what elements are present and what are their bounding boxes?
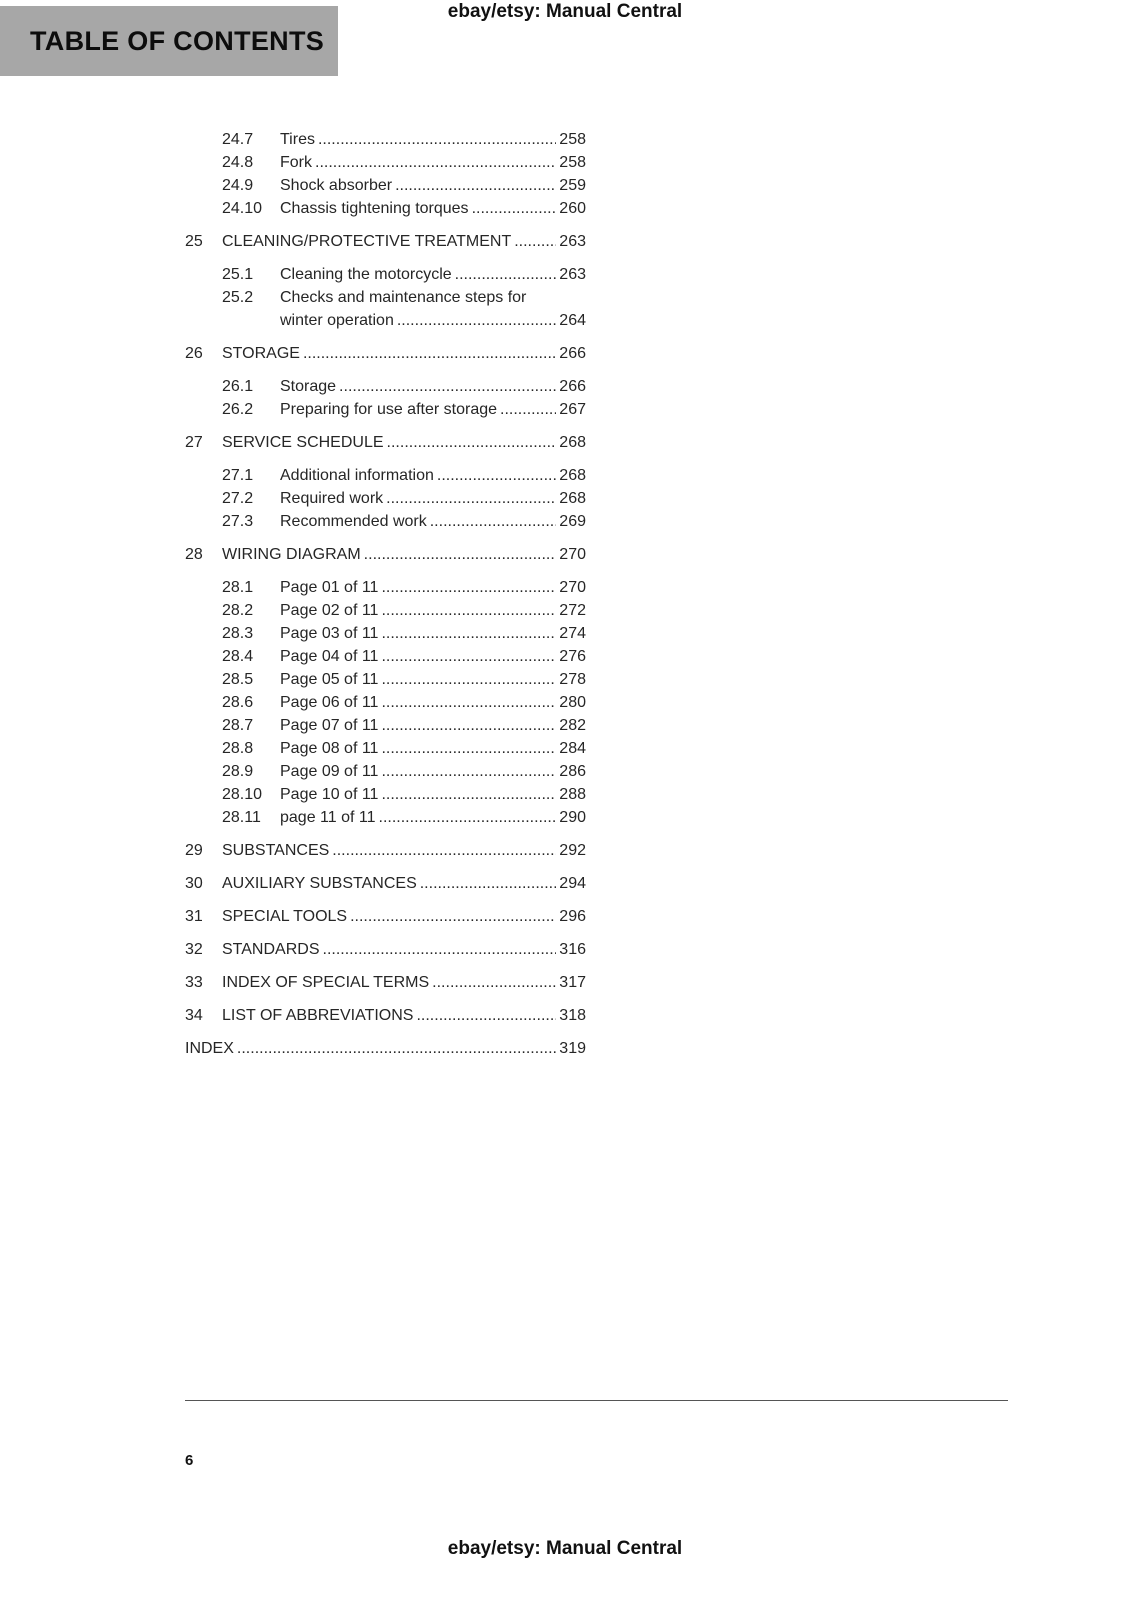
toc-entry-page: 316 bbox=[559, 941, 586, 958]
toc-section-row bbox=[185, 230, 586, 253]
toc-entry-number: 30 bbox=[185, 875, 203, 892]
toc-dot-leader bbox=[361, 543, 556, 566]
toc-subsection-row bbox=[185, 737, 586, 760]
toc-entry-number: 31 bbox=[185, 908, 203, 925]
toc-entry-page: 268 bbox=[559, 434, 586, 451]
toc-subsection-row bbox=[185, 487, 586, 510]
toc-entry-number: 25.2 bbox=[222, 289, 254, 306]
toc-entry-title: SERVICE SCHEDULE bbox=[222, 434, 384, 451]
toc-dot-leader bbox=[320, 938, 557, 961]
toc-subsection-row bbox=[185, 128, 586, 151]
toc-subsection-row bbox=[185, 622, 586, 645]
toc-entry-page: 278 bbox=[559, 671, 586, 688]
toc-entry-page: 258 bbox=[559, 154, 586, 171]
toc-subsection-row bbox=[185, 286, 586, 309]
toc-entry-number: 28.7 bbox=[222, 717, 254, 734]
toc-entry-page: 259 bbox=[559, 177, 586, 194]
toc-subsection-row bbox=[185, 599, 586, 622]
toc-dot-leader bbox=[378, 668, 556, 691]
toc-subsection-row bbox=[185, 691, 586, 714]
toc-subsection-row bbox=[185, 645, 586, 668]
toc-entry-page: 258 bbox=[559, 131, 586, 148]
toc-entry-title: SUBSTANCES bbox=[222, 842, 330, 859]
toc-dot-leader bbox=[378, 622, 556, 645]
toc-entry-title: INDEX OF SPECIAL TERMS bbox=[222, 974, 430, 991]
toc-entry-title: AUXILIARY SUBSTANCES bbox=[222, 875, 417, 892]
toc-entry-page: 269 bbox=[559, 513, 586, 530]
toc-entry-number: 28.1 bbox=[222, 579, 254, 596]
toc-entry-page: 268 bbox=[559, 467, 586, 484]
toc-entry-page: 267 bbox=[559, 401, 586, 418]
toc-entry-page: 288 bbox=[559, 786, 586, 803]
toc-dot-leader bbox=[336, 375, 556, 398]
toc-dot-leader bbox=[300, 342, 556, 365]
toc-entry-page: 282 bbox=[559, 717, 586, 734]
toc-entry-title: INDEX bbox=[185, 1040, 234, 1057]
toc-entry-page: 263 bbox=[559, 266, 586, 283]
toc-entry-number: 24.7 bbox=[222, 131, 254, 148]
toc-dot-leader bbox=[378, 783, 556, 806]
toc-entry-title: Shock absorber bbox=[280, 177, 393, 194]
toc-dot-leader bbox=[347, 905, 556, 928]
toc-entry-number: 28.10 bbox=[222, 786, 263, 803]
toc-dot-leader bbox=[384, 431, 556, 454]
toc-entry-number: 26.2 bbox=[222, 401, 254, 418]
toc-section-row bbox=[185, 342, 586, 365]
toc-entry-title: Page 05 of 11 bbox=[280, 671, 379, 688]
toc-entry-title: page 11 of 11 bbox=[280, 809, 376, 826]
toc-subsection-row bbox=[185, 714, 586, 737]
toc-entry-page: 280 bbox=[559, 694, 586, 711]
toc-entry-page: 284 bbox=[559, 740, 586, 757]
toc-entry-number: 27 bbox=[185, 434, 203, 451]
toc-entry-page: 263 bbox=[559, 233, 586, 250]
toc-entry-title: Preparing for use after storage bbox=[280, 401, 498, 418]
toc-entry-number: 24.10 bbox=[222, 200, 263, 217]
toc-dot-leader bbox=[378, 691, 556, 714]
toc-entry-number: 27.2 bbox=[222, 490, 254, 507]
toc-entry-number: 24.8 bbox=[222, 154, 254, 171]
toc-entry-number: 28.2 bbox=[222, 602, 254, 619]
toc-dot-leader bbox=[413, 1004, 556, 1027]
toc-entry-page: 318 bbox=[559, 1007, 586, 1024]
toc-subsection-row bbox=[185, 783, 586, 806]
toc-subsection-row bbox=[185, 510, 586, 533]
toc-dot-leader bbox=[376, 806, 557, 829]
toc-entry-number: 33 bbox=[185, 974, 203, 991]
toc-subsection-row bbox=[185, 668, 586, 691]
toc-entry-title: Page 02 of 11 bbox=[280, 602, 379, 619]
toc-entry-title: Required work bbox=[280, 490, 384, 507]
toc-subsection-row bbox=[185, 806, 586, 829]
toc-entry-number: 28.11 bbox=[222, 809, 261, 826]
toc-subsection-row bbox=[185, 576, 586, 599]
toc-entry-number: 26.1 bbox=[222, 378, 254, 395]
toc-section-row bbox=[185, 543, 586, 566]
toc-dot-leader bbox=[429, 971, 556, 994]
toc-entry-page: 268 bbox=[559, 490, 586, 507]
toc-entry-number: 26 bbox=[185, 345, 203, 362]
toc-entry-number: 27.3 bbox=[222, 513, 254, 530]
toc-entry-number: 28 bbox=[185, 546, 203, 563]
toc-dot-leader bbox=[234, 1037, 556, 1060]
footer-divider bbox=[185, 1400, 1008, 1401]
toc-subsection-row bbox=[185, 197, 586, 220]
toc-entry-page: 260 bbox=[559, 200, 586, 217]
toc-entry-title: Cleaning the motorcycle bbox=[280, 266, 452, 283]
toc-entry-page: 274 bbox=[559, 625, 586, 642]
toc-entry-title: Chassis tightening torques bbox=[280, 200, 469, 217]
toc-section-row bbox=[185, 971, 586, 994]
toc-dot-leader bbox=[511, 230, 556, 253]
toc-entry-title: Recommended work bbox=[280, 513, 427, 530]
toc-section-row bbox=[185, 872, 586, 895]
toc-entry-page: 286 bbox=[559, 763, 586, 780]
toc-entry-title: SPECIAL TOOLS bbox=[222, 908, 348, 925]
toc-entry-title: Page 10 of 11 bbox=[280, 786, 379, 803]
toc-entry-number: 25.1 bbox=[222, 266, 254, 283]
toc-entry-number: 28.4 bbox=[222, 648, 254, 665]
toc-entry-page: 317 bbox=[559, 974, 586, 991]
toc-entry-title: Page 09 of 11 bbox=[280, 763, 379, 780]
toc-entry-page: 294 bbox=[559, 875, 586, 892]
toc-entry-title: Page 03 of 11 bbox=[280, 625, 379, 642]
toc-dot-leader bbox=[378, 645, 556, 668]
toc-dot-leader bbox=[315, 128, 556, 151]
toc-entry-title: Checks and maintenance steps for bbox=[280, 289, 527, 306]
toc-dot-leader bbox=[312, 151, 556, 174]
toc-subsection-row bbox=[185, 151, 586, 174]
toc-entry-page: 264 bbox=[559, 312, 586, 329]
toc-dot-leader bbox=[469, 197, 556, 220]
toc-entry-number: 29 bbox=[185, 842, 203, 859]
toc-entry-number: 24.9 bbox=[222, 177, 254, 194]
toc-entry-number: 27.1 bbox=[222, 467, 254, 484]
toc-dot-leader bbox=[378, 737, 556, 760]
toc-dot-leader bbox=[378, 760, 556, 783]
toc-subsection-row bbox=[185, 760, 586, 783]
page-header-title: ebay/etsy: Manual Central bbox=[447, 1, 683, 22]
toc-entry-title: Fork bbox=[280, 154, 312, 171]
toc-entry-page: 319 bbox=[559, 1040, 586, 1057]
toc-dot-leader bbox=[383, 487, 556, 510]
toc-entry-number: 34 bbox=[185, 1007, 203, 1024]
toc-dot-leader bbox=[417, 872, 556, 895]
toc-dot-leader bbox=[427, 510, 556, 533]
toc-entry-page: 296 bbox=[559, 908, 586, 925]
toc-dot-leader bbox=[452, 263, 556, 286]
toc-subsection-row bbox=[185, 398, 586, 421]
toc-entry-title: STORAGE bbox=[222, 345, 300, 362]
toc-entry-number: 28.9 bbox=[222, 763, 254, 780]
toc-entry-number: 28.5 bbox=[222, 671, 254, 688]
toc-entry-number: 28.3 bbox=[222, 625, 254, 642]
toc-entry-title: Additional information bbox=[280, 467, 434, 484]
toc-subsection-row bbox=[185, 375, 586, 398]
toc-entry-page: 266 bbox=[559, 378, 586, 395]
table-of-contents-banner bbox=[0, 6, 338, 76]
toc-dot-leader bbox=[394, 309, 556, 332]
page-footer-title: ebay/etsy: Manual Central bbox=[447, 1538, 683, 1559]
toc-section-row bbox=[185, 1004, 586, 1027]
toc-entry-page: 270 bbox=[559, 579, 586, 596]
toc-entry-title: Storage bbox=[280, 378, 337, 395]
toc-entry-page: 292 bbox=[559, 842, 586, 859]
table-of-contents-heading: TABLE OF CONTENTS bbox=[30, 25, 325, 56]
toc-section-row bbox=[185, 431, 586, 454]
toc-entry-number: 25 bbox=[185, 233, 203, 250]
toc-subsection-row bbox=[185, 464, 586, 487]
toc-entry-number: 32 bbox=[185, 941, 203, 958]
toc-entry-page: 266 bbox=[559, 345, 586, 362]
toc-entry-title: Page 07 of 11 bbox=[280, 717, 379, 734]
toc-entry-number: 28.6 bbox=[222, 694, 254, 711]
toc-dot-leader bbox=[434, 464, 556, 487]
toc-entry-title: winter operation bbox=[280, 312, 394, 329]
toc-dot-leader bbox=[378, 576, 556, 599]
toc-dot-leader bbox=[378, 599, 556, 622]
toc-entry-title: Tires bbox=[280, 131, 315, 148]
toc-dot-leader bbox=[329, 839, 556, 862]
toc-entry-title: Page 06 of 11 bbox=[280, 694, 379, 711]
toc-subsection-row bbox=[185, 263, 586, 286]
toc-section-row bbox=[185, 1037, 586, 1060]
toc-dot-leader bbox=[497, 398, 556, 421]
toc-section-row bbox=[185, 905, 586, 928]
toc-subsection-row bbox=[185, 174, 586, 197]
toc-entry-page: 272 bbox=[559, 602, 586, 619]
toc-entry-page: 270 bbox=[559, 546, 586, 563]
toc-dot-leader bbox=[378, 714, 556, 737]
toc-entry-number: 28.8 bbox=[222, 740, 254, 757]
toc-section-row bbox=[185, 938, 586, 961]
toc-entry-page: 290 bbox=[559, 809, 586, 826]
toc-list bbox=[185, 128, 586, 1070]
toc-entry-title: WIRING DIAGRAM bbox=[222, 546, 361, 563]
toc-entry-title: Page 04 of 11 bbox=[280, 648, 379, 665]
toc-section-row bbox=[185, 839, 586, 862]
toc-dot-leader bbox=[392, 174, 556, 197]
page-number: 6 bbox=[185, 1452, 194, 1469]
toc-entry-title: Page 08 of 11 bbox=[280, 740, 379, 757]
toc-entry-title: STANDARDS bbox=[222, 941, 320, 958]
toc-subsection-row bbox=[185, 309, 586, 332]
toc-entry-page: 276 bbox=[559, 648, 586, 665]
toc-entry-title: CLEANING/PROTECTIVE TREATMENT bbox=[222, 233, 512, 250]
toc-entry-title: LIST OF ABBREVIATIONS bbox=[222, 1007, 414, 1024]
toc-entry-title: Page 01 of 11 bbox=[280, 579, 379, 596]
